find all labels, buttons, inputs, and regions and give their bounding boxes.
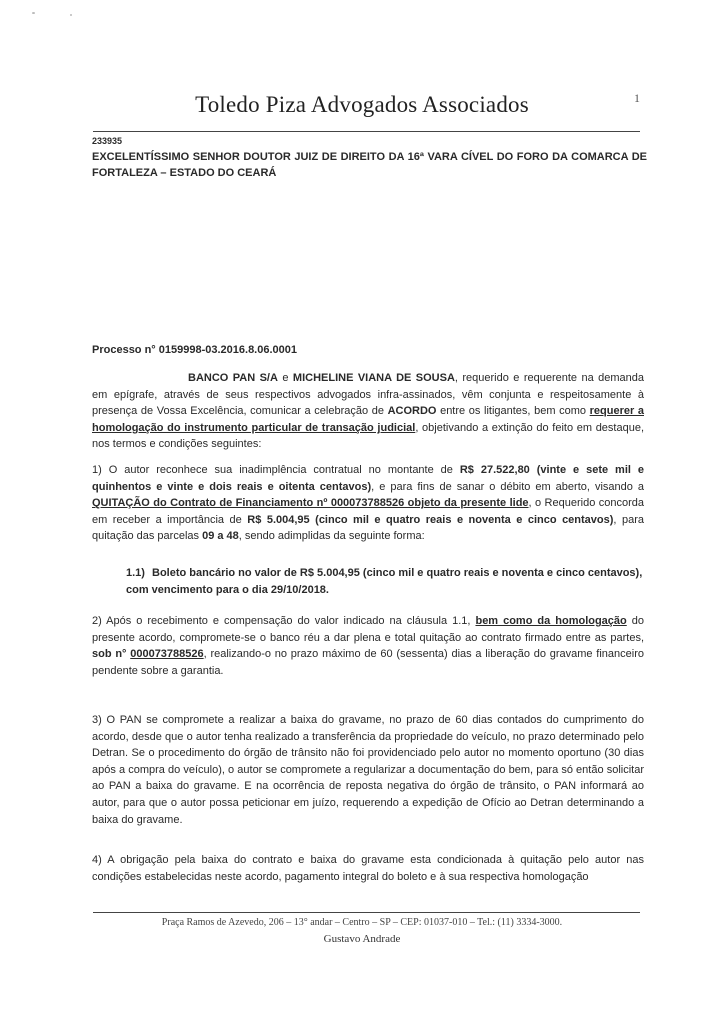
scan-speck xyxy=(70,14,72,16)
document-code: 233935 xyxy=(92,136,123,146)
installments: 09 a 48 xyxy=(202,530,239,543)
firm-title: Toledo Piza Advogados Associados xyxy=(195,92,529,117)
agreement-keyword: ACORDO xyxy=(387,405,437,418)
party-bank: BANCO PAN S/A xyxy=(188,372,278,384)
settlement-amount: R$ 5.004,95 (cinco mil e quatro reais e noventa e cinco centavos) xyxy=(247,513,614,526)
contract-number: 000073788526 xyxy=(130,648,204,661)
contract-reference: QUITAÇÃO do Contrato de Financiamento nº 000073788526 objeto da presente lide xyxy=(92,497,529,510)
clause-3: 3) O PAN se compromete a realizar a baixa do gravame, no prazo de 60 dias contados do cumprimento do acordo, desde que o autor tenha realizado a transferência da propriedade do veículo, no prazo determinado pelo Detran. Se o procedimento do órgão de trânsito não foi providenciado pelo autor no momento oportuno (30 dias após a compra do veículo), o autor se compromete a regularizar a documentação do bem, para só então solicitar ao PAN a baixa do gravame. E na ocorrência de reposta negativa do órgão de trânsito, o PAN informará ao autor, para que o autor possa peticionar em juízo, requerendo a expedição de Ofício ao Detran determinando a baixa do gravame. xyxy=(92,714,644,826)
page-number: 1 xyxy=(634,91,640,105)
clause-4: 4) A obrigação pela baixa do contrato e baixa do gravame esta condicionada à quitação pelo autor nas condições estabelecidas neste acordo, pagamento integral do boleto e à sua respectiva homologação xyxy=(92,854,644,883)
intro-paragraph: BANCO PAN S/A e MICHELINE VIANA DE SOUSA, requerido e requerente na demanda em epígrafe, através de seus respectivos advogados infra-assinados, vêm conjunta e respeitosamente à presença de Vossa Excelência, comunicar a celebração de ACORDO entre os litigantes, bem como requerer a homologação do instrumento particular de transação judicial, objetivando a extinção do feito em destaque, nos termos e condições seguintes: xyxy=(92,372,645,451)
process-number: Processo n° 0159998-03.2016.8.06.0001 xyxy=(92,344,297,356)
party-plaintiff: MICHELINE VIANA DE SOUSA xyxy=(292,372,455,384)
debt-amount: R$ 27.522,80 (vinte e sete mil e quinhentos e vinte e dois reais e oitenta centavos) xyxy=(92,464,644,493)
clause-1-1: 1.1) Boleto bancário no valor de R$ 5.004,95 (cinco mil e quatro reais e noventa e cinco centavos), com vencimento para o dia 29/10/2018. xyxy=(126,567,643,596)
clause-2: 2) Após o recebimento e compensação do valor indicado na cláusula 1.1, bem como da homologação do presente acordo, compromete-se o banco réu a dar plena e total quitação ao contrato firmado entre as partes, sob n° 000073788526, realizando-o no prazo máximo de 60 (sessenta) dias a liberação do gravame financeiro pendente sobre a garantia. xyxy=(92,615,644,677)
addressee: EXCELENTÍSSIMO SENHOR DOUTOR JUIZ DE DIREITO DA 16ª VARA CÍVEL DO FORO DA COMARCA DE FORTALEZA – ESTADO DO CEARÁ xyxy=(92,151,647,179)
homologation-request: requerer a homologação do instrumento particular de transação judicial xyxy=(92,405,644,434)
footer-name: Gustavo Andrade xyxy=(323,933,401,945)
homologation-clause: bem como da homologação xyxy=(475,615,627,627)
footer-divider xyxy=(93,912,640,913)
scan-speck xyxy=(32,12,35,14)
header-divider xyxy=(93,131,640,132)
footer-address: Praça Ramos de Azevedo, 206 – 13° andar – Centro – SP – CEP: 01037-010 – Tel.: (11) 3334-3000. xyxy=(161,917,563,928)
clause-1: 1) O autor reconhece sua inadimplência contratual no montante de R$ 27.522,80 (vinte e sete mil e quinhentos e vinte e dois reais e oitenta centavos), e para fins de sanar o débito em aberto, visando a QUITAÇÃO do Contrato de Financiamento nº 000073788526 objeto da presente lide, o Requerido concorda em receber a importância de R$ 5.004,95 (cinco mil e quatro reais e noventa e cinco centavos), para quitação das parcelas 09 a 48, sendo adimplidas da seguinte forma: xyxy=(92,464,644,543)
